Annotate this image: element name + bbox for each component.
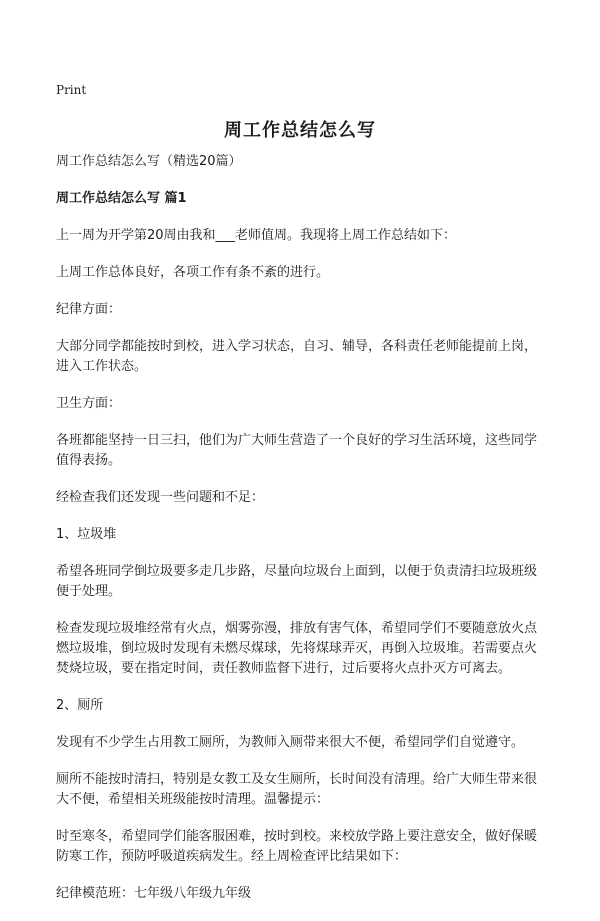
body-paragraph: 检查发现垃圾堆经常有火点，烟雾弥漫，排放有害气体，希望同学们不要随意放火点燃垃圾堆，倒垃圾时发现有未燃尽煤球，先将煤球弄灭，再倒入垃圾堆。若需要点火焚烧垃圾，要在指定时间，责任教师监督下进行，过后要将火点扑灭方可离去。 — [56, 621, 538, 676]
body-paragraph: 卫生方面： — [56, 396, 122, 411]
body-paragraph: 经检查我们还发现一些问题和不足： — [56, 490, 265, 505]
body-paragraph: 2、厕所 — [56, 698, 104, 713]
body-paragraph: 纪律模范班：七年级八年级九年级 — [56, 886, 252, 901]
subtitle-paragraph: 周工作总结怎么写（精选20篇） — [56, 154, 242, 169]
body-paragraph: 大部分同学都能按时到校，进入学习状态，自习、辅导，各科责任老师能提前上岗，进入工作状态。 — [56, 339, 538, 374]
document-body — [56, 152, 548, 921]
body-paragraph: 厕所不能按时清扫，特别是女教工及女生厕所，长时间没有清理。给广大师生带来很大不便，希望相关班级能按时清理。温馨提示： — [56, 772, 538, 807]
body-paragraph: 时至寒冬，希望同学们能客服困难，按时到校。来校放学路上要注意安全，做好保暖防寒工作，预防呼吸道疾病发生。经上周检查评比结果如下： — [56, 829, 538, 864]
body-paragraph: 上一周为开学第20周由我和___老师值周。我现将上周工作总结如下： — [56, 228, 457, 243]
print-link[interactable]: Print — [56, 83, 87, 97]
body-paragraph: 希望各班同学倒垃圾要多走几步路，尽量向垃圾台上面到，以便于负责清扫垃圾班级便于处理。 — [56, 564, 538, 599]
body-paragraph: 发现有不少学生占用教工厕所，为教师入厕带来很大不便，希望同学们自觉遵守。 — [56, 735, 525, 750]
body-paragraph: 纪律方面： — [56, 302, 122, 317]
body-paragraph: 各班都能坚持一日三扫，他们为广大师生营造了一个良好的学习生活环境，这些同学值得表扬。 — [56, 433, 538, 468]
section-heading: 周工作总结怎么写 篇1 — [56, 191, 187, 206]
body-paragraph: 上周工作总体良好，各项工作有条不紊的进行。 — [56, 265, 330, 280]
body-paragraph: 1、垃圾堆 — [56, 527, 117, 542]
page-title: 周工作总结怎么写 — [224, 120, 376, 141]
